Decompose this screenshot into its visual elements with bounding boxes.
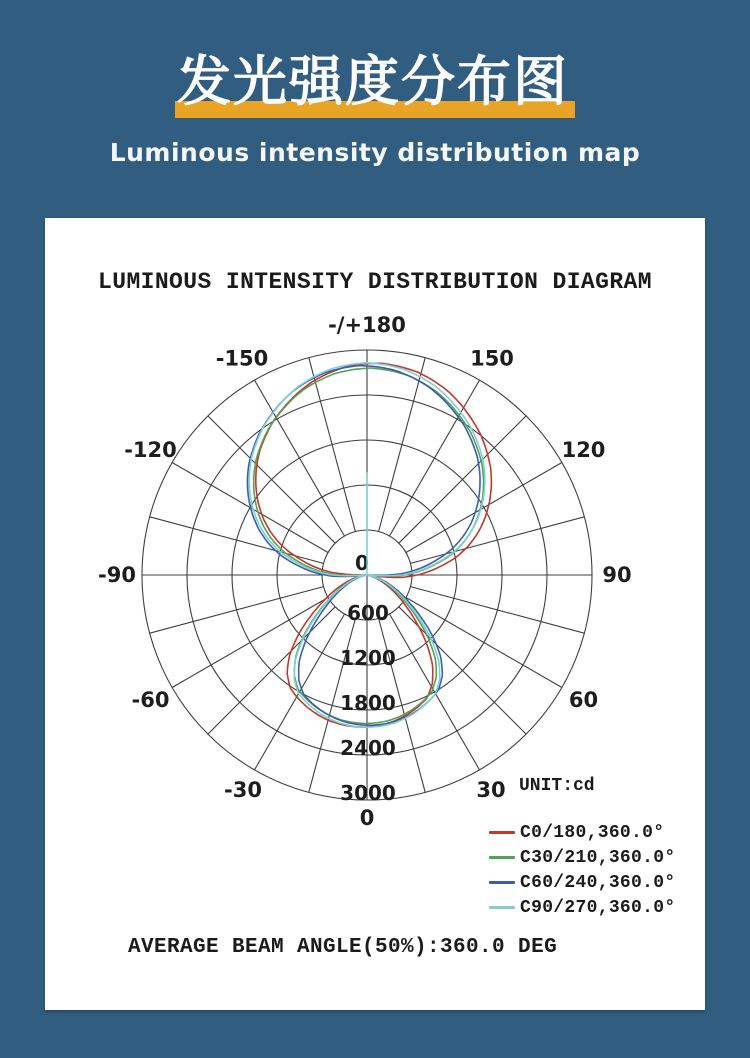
angle-label-30: 30 [476,777,506,802]
legend-swatch-line [489,856,515,859]
grid-spoke-315 [208,607,335,734]
grid-spoke-135 [399,416,526,543]
angle-label--150: -150 [215,346,269,371]
legend-row [489,820,675,845]
grid-spoke-225 [208,416,335,543]
angle-label--180: -/+180 [328,313,406,337]
curve-c30 [254,368,484,724]
angle-label-150: 150 [470,346,514,371]
legend-label: C30/210,360.0° [520,847,676,868]
angle-label--30: -30 [224,777,262,802]
angle-label--120: -120 [124,438,177,462]
title-highlight-band: 发光强度分布图 [175,52,575,118]
legend [489,820,675,920]
legend-swatch-line [489,906,515,909]
grid-spoke-150 [390,380,480,536]
grid-spoke-285 [150,587,324,634]
angle-label--60: -60 [131,688,170,712]
legend-label: C90/270,360.0° [520,897,676,918]
radial-tick-label-2400: 2400 [340,736,396,760]
page-title-chinese [0,52,750,118]
grid-spoke-165 [379,358,426,532]
unit-label: UNIT:cd [519,776,595,796]
legend-label: C0/180,360.0° [520,822,665,843]
page-subtitle-english: Luminous intensity distribution map [109,138,641,167]
radial-tick-label-center: 0 [355,551,369,575]
grid-spoke-210 [255,380,345,536]
grid-spoke-30 [390,614,480,770]
radial-tick-label-1800: 1800 [340,691,396,715]
radial-tick-label-3000: 3000 [340,781,396,805]
angle-label-60: 60 [568,688,599,712]
legend-swatch-line [489,831,515,834]
grid-spoke-195 [309,358,356,532]
radial-tick-label-1200: 1200 [340,646,396,670]
angle-label-90: 90 [602,563,632,587]
grid-spoke-105 [411,517,585,564]
chart-card [45,218,705,1010]
chart-title: LUMINOUS INTENSITY DISTRIBUTION DIAGRAM [98,269,652,295]
angle-label--90: -90 [98,563,136,587]
legend-row [489,845,675,870]
legend-row [489,870,675,895]
angle-label-120: 120 [561,438,606,462]
radial-tick-label-600: 600 [347,601,389,625]
average-beam-angle-text: AVERAGE BEAM ANGLE(50%):360.0 DEG [128,936,558,959]
angle-label-0: 0 [359,806,375,830]
grid-spoke-75 [411,587,585,634]
legend-row [489,895,675,920]
legend-swatch-line [489,881,515,884]
grid-spoke-255 [150,517,324,564]
legend-label: C60/240,360.0° [520,872,676,893]
